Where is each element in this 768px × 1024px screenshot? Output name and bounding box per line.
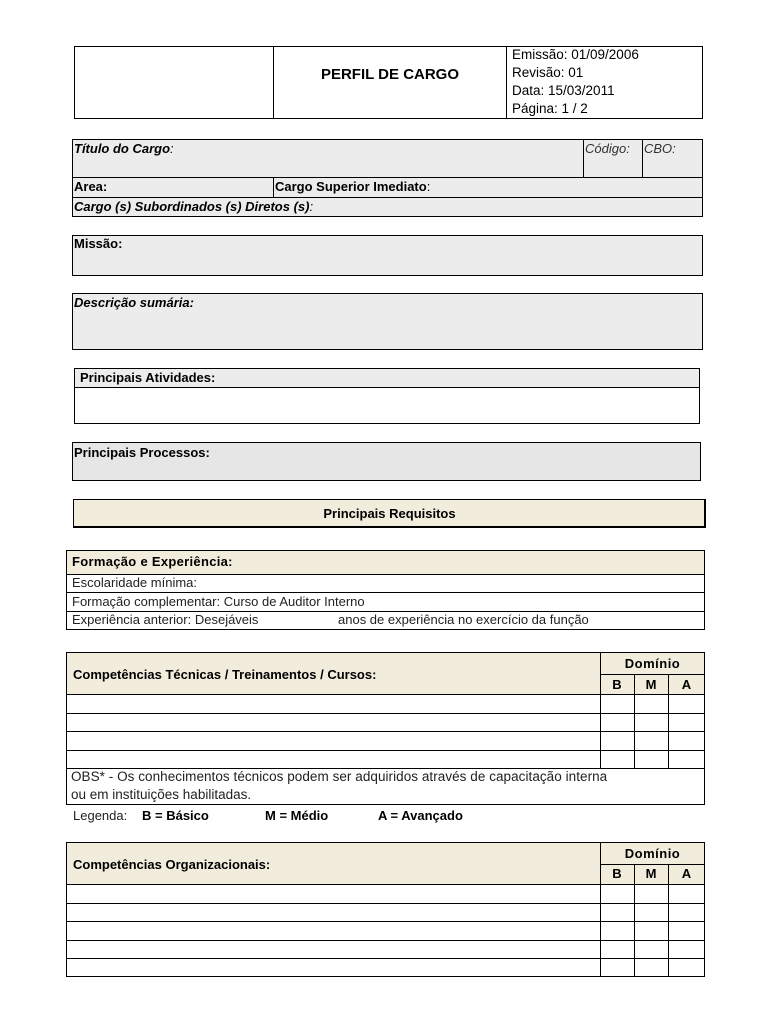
area-label: Area: xyxy=(74,179,108,194)
legenda-avancado: A = Avançado xyxy=(378,808,463,823)
cbo-divider xyxy=(642,139,643,178)
legenda-basico: B = Básico xyxy=(142,808,209,823)
tecnicas-obs-line2: ou em instituições habilitadas. xyxy=(71,787,252,802)
organizacionais-header-label: Competências Organizacionais: xyxy=(73,857,271,872)
formacao-header-label: Formação e Experiência: xyxy=(72,554,233,569)
tecnicas-level-b: B xyxy=(612,677,622,692)
org-level-a: A xyxy=(681,866,692,881)
organizacionais-row-1[interactable] xyxy=(67,885,600,903)
org-dominio-line xyxy=(600,864,705,865)
area-divider xyxy=(273,177,274,198)
atividades-label: Principais Atividades: xyxy=(80,370,216,385)
atividades-field[interactable] xyxy=(75,388,699,423)
org-dominio-label: Domínio xyxy=(624,846,681,861)
experiencia-anterior[interactable]: Experiência anterior: Desejáveis xyxy=(72,612,259,627)
organizacionais-row-4[interactable] xyxy=(67,941,600,958)
cbo-label: CBO: xyxy=(644,141,676,156)
processos-label: Principais Processos: xyxy=(74,445,210,460)
data-date: Data: 15/03/2011 xyxy=(512,83,615,98)
descricao-label: Descrição sumária: xyxy=(74,295,194,310)
organizacionais-row-5[interactable] xyxy=(67,959,600,976)
header-divider-right xyxy=(506,46,507,119)
tecnicas-dominio-line xyxy=(600,674,705,675)
subordinados-label: Cargo (s) Subordinados (s) Diretos (s): xyxy=(74,199,314,214)
requisitos-label: Principais Requisitos xyxy=(323,506,456,521)
missao-field[interactable] xyxy=(72,235,703,276)
missao-label: Missão: xyxy=(74,236,123,251)
revisao-number: Revisão: 01 xyxy=(512,65,584,80)
tecnicas-obs-line1: OBS* - Os conhecimentos técnicos podem ser adquiridos através de capacitação interna xyxy=(71,769,608,784)
tecnicas-header-label: Competências Técnicas / Treinamentos / Cursos: xyxy=(73,667,377,682)
organizacionais-row-3[interactable] xyxy=(67,922,600,940)
experiencia-suffix: anos de experiência no exercício da função xyxy=(338,612,589,627)
tecnicas-row-4[interactable] xyxy=(67,751,600,768)
org-col-b xyxy=(600,842,601,977)
tecnicas-level-m: M xyxy=(645,677,657,692)
formacao-complementar[interactable]: Formação complementar: Curso de Auditor Interno xyxy=(72,594,365,609)
legenda-label: Legenda: xyxy=(73,808,128,823)
cargo-title-label: Título do Cargo: xyxy=(74,141,174,156)
org-level-m: M xyxy=(645,866,657,881)
escolaridade-label[interactable]: Escolaridade mínima: xyxy=(72,575,197,590)
tecnicas-dominio-label: Domínio xyxy=(624,656,681,671)
formacao-line-2 xyxy=(66,592,705,593)
page-number: Página: 1 / 2 xyxy=(512,101,588,116)
emissao-date: Emissão: 01/09/2006 xyxy=(512,47,639,62)
codigo-label: Código: xyxy=(585,141,630,156)
tecnicas-row-1[interactable] xyxy=(67,695,600,713)
codigo-divider xyxy=(583,139,584,178)
legenda-medio: M = Médio xyxy=(265,808,329,823)
tecnicas-row-3[interactable] xyxy=(67,732,600,750)
superior-label: Cargo Superior Imediato: xyxy=(275,179,431,194)
document-title: PERFIL DE CARGO xyxy=(320,66,460,83)
org-level-b: B xyxy=(612,866,622,881)
tecnicas-row-2[interactable] xyxy=(67,714,600,731)
organizacionais-row-2[interactable] xyxy=(67,904,600,921)
tecnicas-level-a: A xyxy=(681,677,692,692)
